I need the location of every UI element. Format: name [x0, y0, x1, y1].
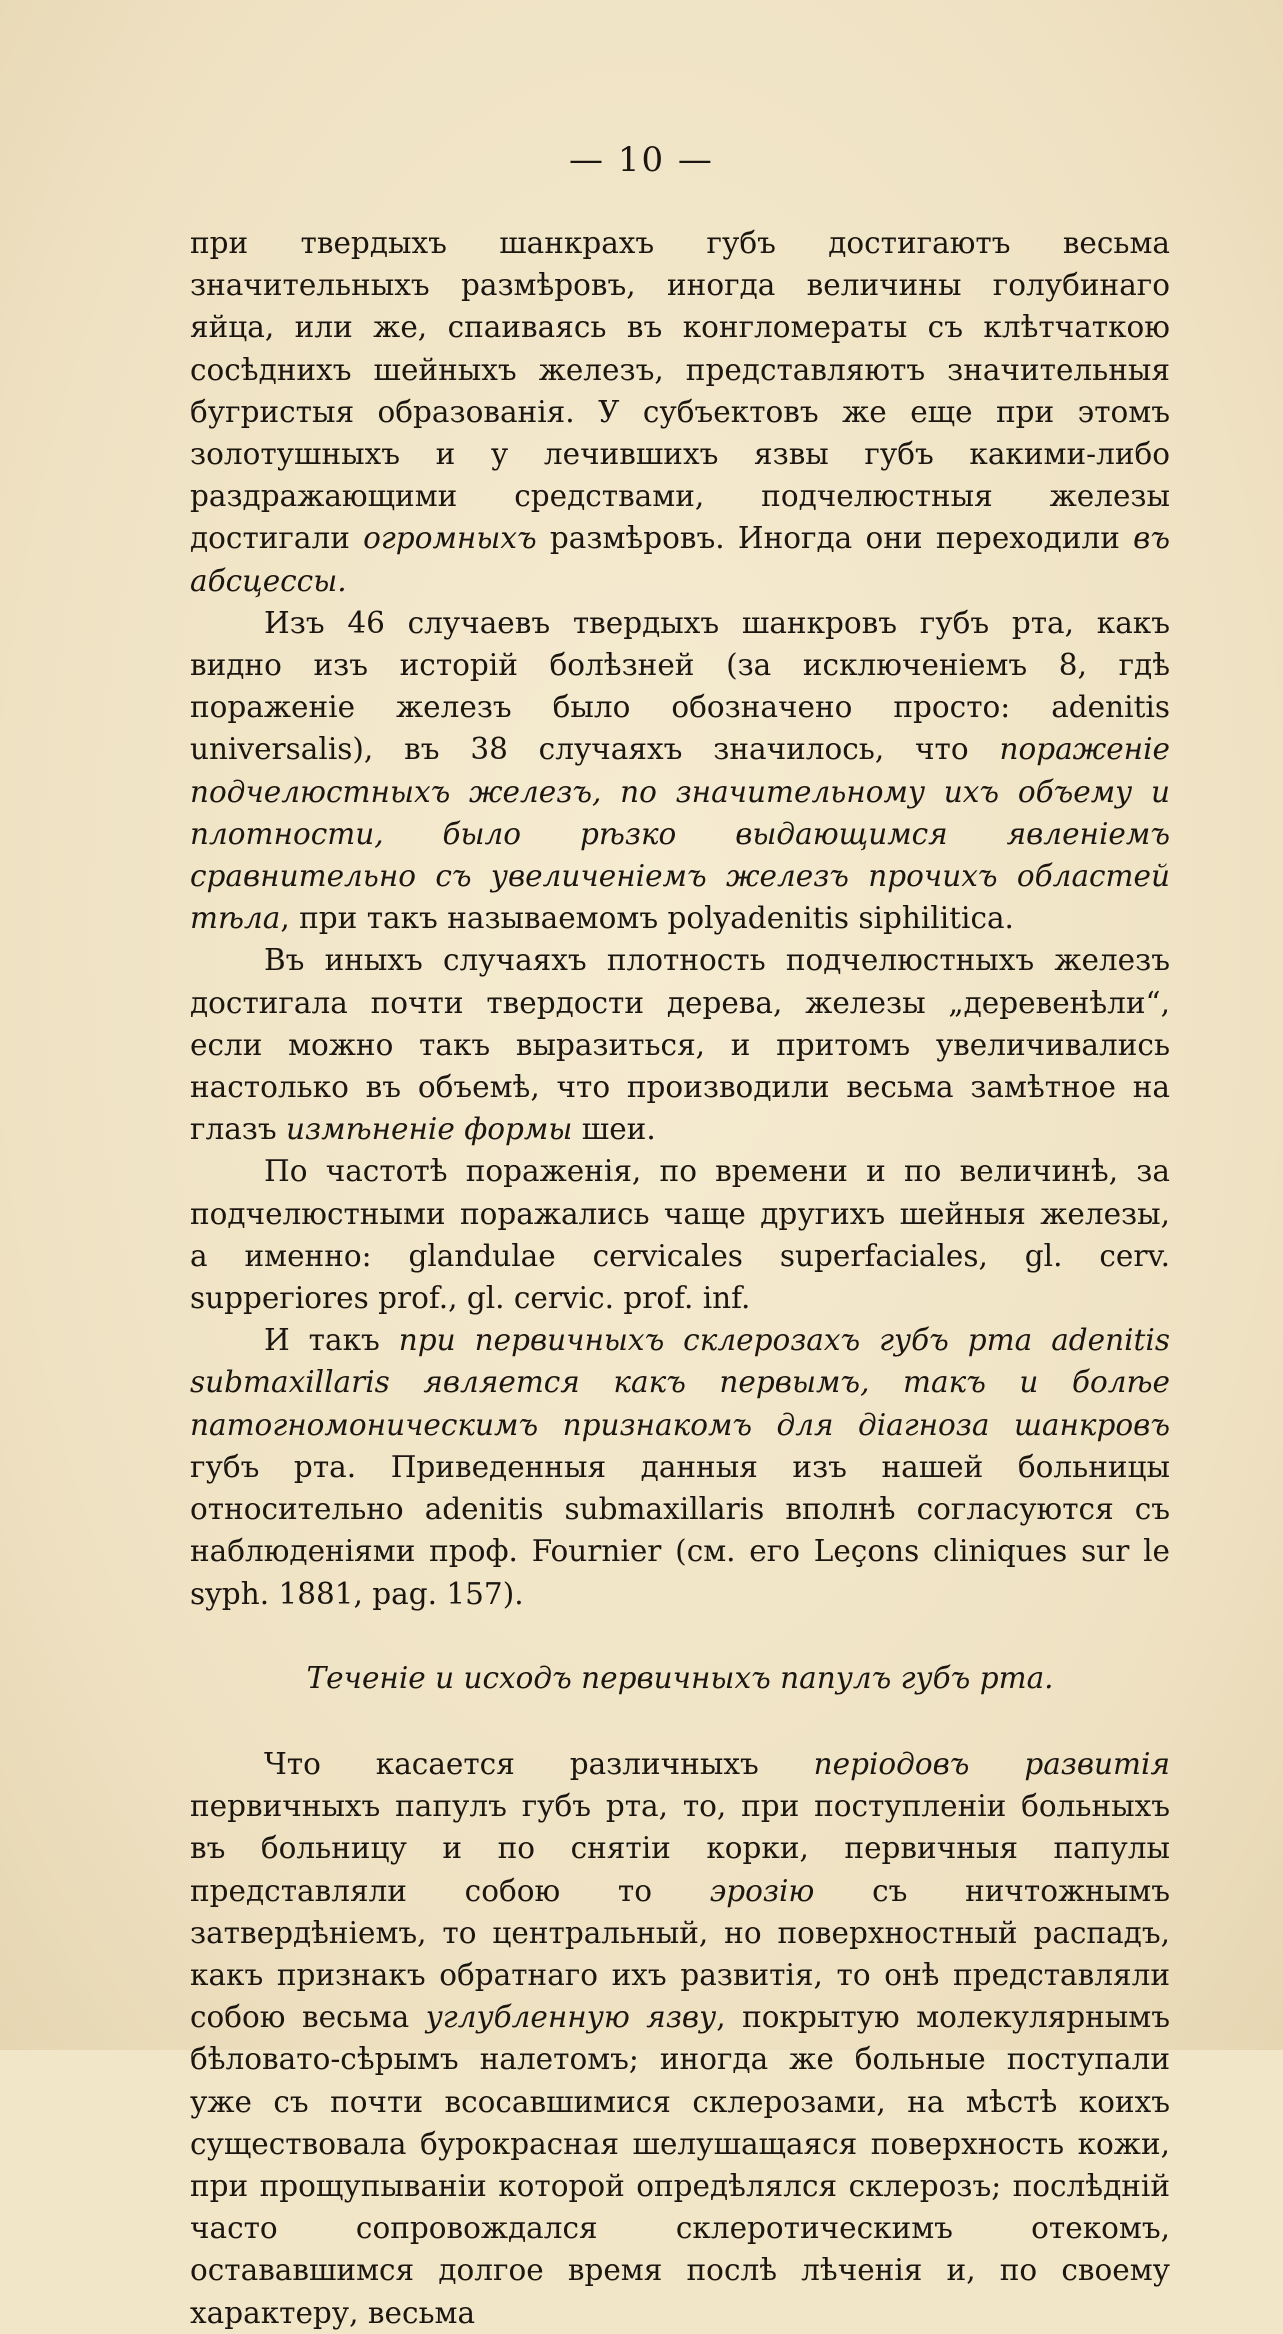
italic-run: измѣненіе формы [286, 1112, 573, 1147]
text-run: размѣровъ. Иногда они переходили [536, 521, 1134, 556]
paragraph-3 [190, 939, 1170, 1150]
italic-run: углубленную язву [425, 2000, 717, 2035]
text-run: И такъ [264, 1323, 399, 1358]
text-run: , при такъ называемомъ polyadenitis siphilitica. [280, 901, 1014, 936]
text-run: губъ рта. Приведенныя данныя изъ нашей больницы относительно adenitis submaxillaris вполнѣ согласуются съ наблюденіями проф. Fournier (см. его Leçons cliniques sur le syph. 1881, pag. 157). [190, 1449, 1170, 1611]
paragraph-2 [190, 602, 1170, 940]
text-run: первичныхъ папулъ губъ рта, то, при поступленіи больныхъ въ больницу и по снятіи корки, первичныя папулы представляли собою то [190, 1789, 1170, 1908]
text-run: съ ничтожнымъ затвердѣніемъ, то центральный, но поверхностный распадъ, какъ признакъ обратнаго ихъ развитія, то онѣ представляли собою весьма [190, 1873, 1170, 2035]
section-heading: Теченіе и исходъ первичныхъ папулъ губъ рта. [306, 1660, 1054, 1695]
text-run: шеи. [572, 1112, 656, 1147]
text-run: , покрытую молекулярнымъ бѣловато-сѣрымъ налетомъ; иногда же больные поступали уже съ почти всосавшимися склерозами, на мѣстѣ коихъ существовала бурокрасная шелушащаяся поверхность кожи, при прощупываніи которой опредѣлялся склерозъ; послѣдній часто сопровождался склеротическимъ отекомъ, остававшимся долгое время послѣ лѣченія и, по своему характеру, весьма [190, 2000, 1170, 2330]
paragraph-1 [190, 222, 1170, 602]
paragraph-6 [190, 1743, 1170, 2334]
page-number: — 10 — [569, 140, 714, 180]
text-run: Въ иныхъ случаяхъ плотность подчелюстныхъ железъ достигала почти твердости дерева, железы „деревенѣли“, если можно такъ выразиться, и притомъ увеличивались настолько въ объемѣ, что производили весьма замѣтное на глазъ [190, 943, 1170, 1147]
paragraph-5 [190, 1319, 1170, 1614]
paragraph-4: По частотѣ пораженія, по времени и по величинѣ, за подчелюстными поражались чаще другихъ шейныя железы, а именно: glandulae cervicales superfaciales, gl. cerv. suppeгiores prof., gl. cervic. prof. inf. [190, 1154, 1170, 1316]
italic-run: эрозію [709, 1873, 815, 1908]
italic-run: періодовъ развитія [813, 1746, 1170, 1781]
text-run: Изъ 46 случаевъ твердыхъ шанкровъ губъ рта, какъ видно изъ исторій болѣзней (за исключеніемъ 8, гдѣ пораженіе железъ было обозначено просто: adenitis universalis), въ 38 случаяхъ значилось, что [190, 605, 1170, 767]
text-run: Что касается различныхъ [264, 1746, 814, 1781]
italic-run: огромныхъ [363, 521, 537, 556]
italic-run: пораженіе подчелюстныхъ железъ, по значительному ихъ объему и плотности, было рѣзко выдающимся явленіемъ сравнительно съ увеличеніемъ железъ прочихъ областей тѣла [190, 732, 1170, 936]
body-text [190, 222, 1170, 2334]
text-run: при твердыхъ шанкрахъ губъ достигаютъ весьма значительныхъ размѣровъ, иногда величины голубинаго яйца, или же, спаиваясь въ конгломераты съ клѣтчаткою сосѣднихъ шейныхъ железъ, представляютъ значительныя бугристыя образованія. У субъектовъ же еще при этомъ золотушныхъ и у лечившихъ язвы губъ какими-либо раздражающими средствами, подчелюстныя железы достигали [190, 226, 1170, 556]
italic-run: при первичныхъ склерозахъ губъ рта adenitis submaxillaris является какъ первымъ, такъ и болѣе патогномоническимъ признакомъ для діагноза шанкровъ [190, 1323, 1170, 1442]
italic-run: въ абсцессы. [190, 521, 1170, 598]
